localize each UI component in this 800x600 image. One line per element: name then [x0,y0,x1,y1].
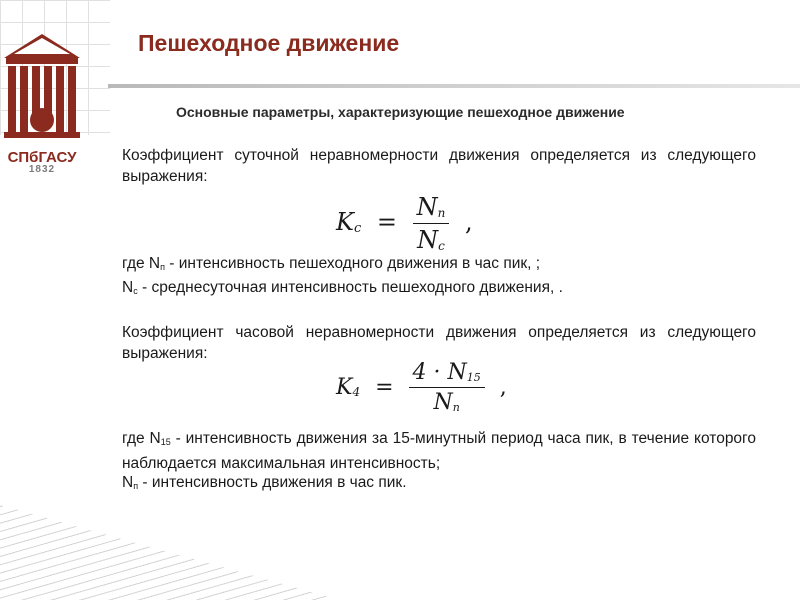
formula-daily-coefficient [336,193,473,254]
formula-equals: = [376,208,397,236]
definition-15min-intensity: где $N_{15}$ - интенсивность движения за 15-минутный период часа пик, в течение которого наблюдается максимальная интенсивность; [122,430,756,472]
svg-text:СПбГАСУ: СПбГАСУ [7,149,77,166]
section-subtitle: Основные параметры, характеризующие пешеходное движение [176,104,625,120]
definition-peak-intensity: где $N_п$ - интенсивность пешеходного движения в час пик, ; [122,255,541,272]
formula-denominator: Nc [413,223,450,254]
formula-comma: , [464,208,473,236]
formula-denominator: Nп [409,387,485,415]
daily-coefficient-intro: Коэффициент суточной неравномерности движения определяется из следующего выражения: [122,147,756,185]
definition-daily-intensity: $N_с$ - среднесуточная интенсивность пешеходного движения, . [122,279,563,296]
formula-numerator: Nп [416,193,446,221]
formula-numerator: 4 · N15 [412,360,481,385]
university-logo [0,30,85,180]
page-title: Пешеходное движение [138,30,400,56]
formula-lhs: K4 [336,374,361,400]
title-divider [108,84,800,88]
hourly-coefficient-intro: Коэффициент часовой неравномерности движения определяется из следующего выражения: [122,324,756,362]
diagonal-stripes-decoration [0,505,340,600]
formula-equals: = [375,374,394,400]
formula-fraction [409,360,485,415]
formula-comma: , [499,374,507,400]
formula-lhs: Kc [336,208,362,236]
definition-peak-hour-intensity: $N_п$ - интенсивность движения в час пик. [122,474,407,491]
formula-hourly-coefficient [336,360,507,415]
formula-fraction [413,193,450,254]
logo-year: 1832 [28,164,56,175]
